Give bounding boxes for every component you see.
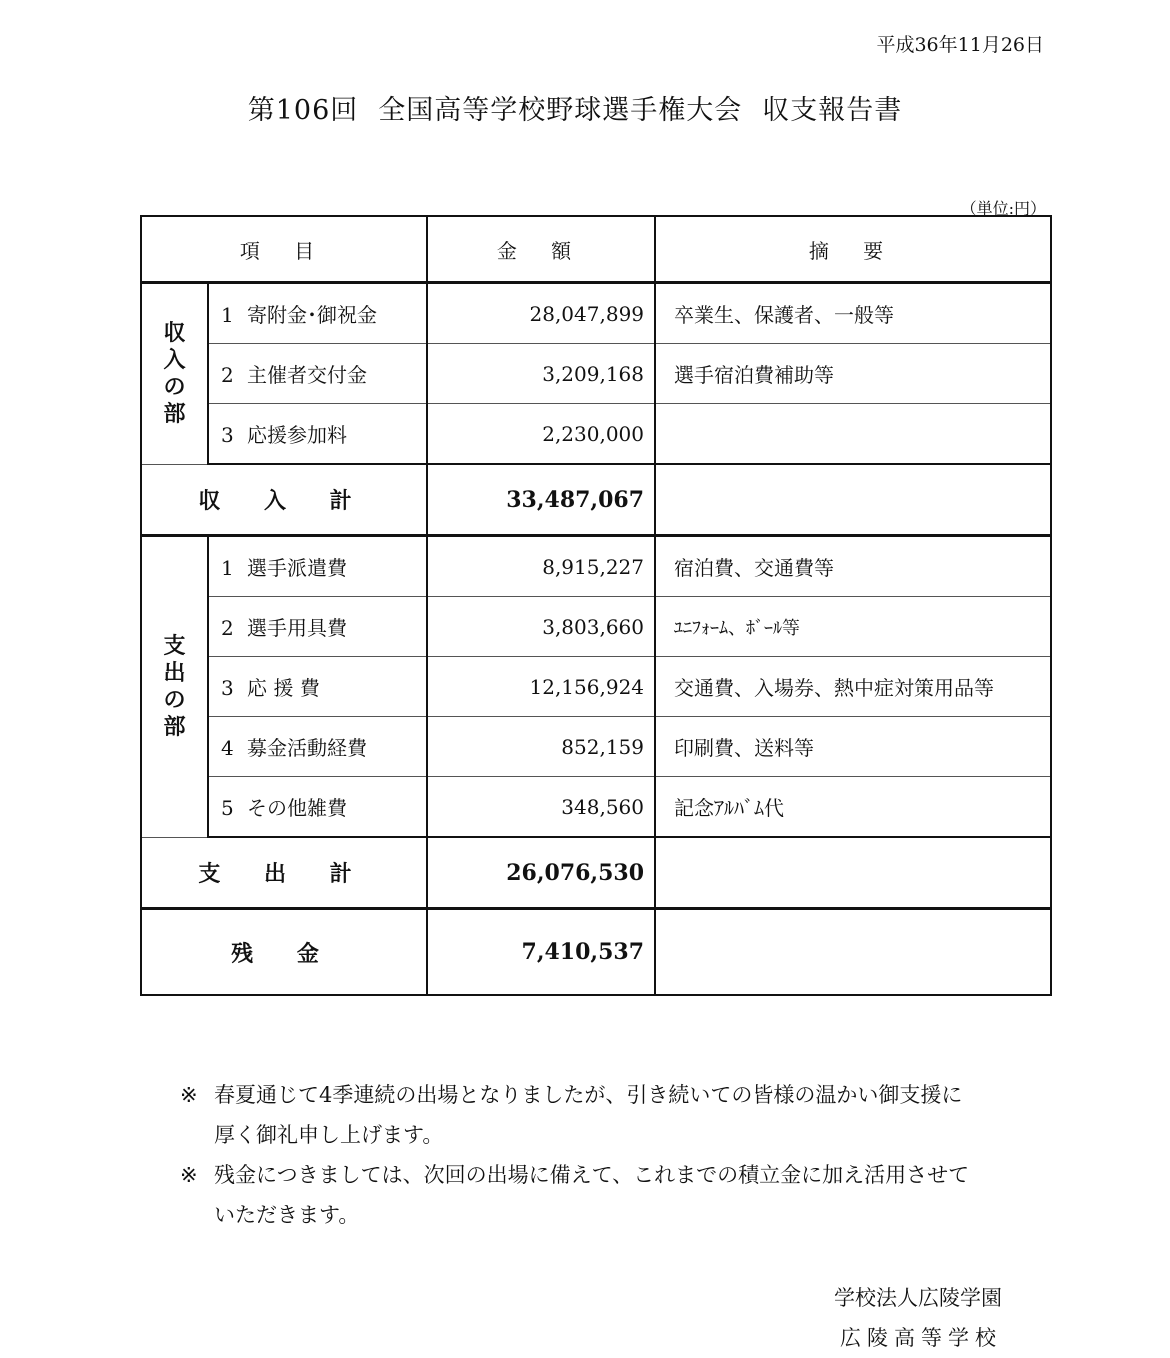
row-note: 選手宿泊費補助等 bbox=[655, 344, 1051, 404]
row-note: 記念ｱﾙﾊﾞﾑ代 bbox=[655, 777, 1051, 838]
table-row bbox=[141, 777, 1051, 838]
note-mark: ※ bbox=[180, 1083, 198, 1107]
note-text: 残金につきましては、次回の出場に備えて、これまでの積立金に加え活用させていただきます。 bbox=[214, 1163, 970, 1227]
signature-org: 学校法人広陵学園 bbox=[834, 1286, 1002, 1310]
table-row bbox=[141, 536, 1051, 597]
row-item: 3 応 援 費 bbox=[208, 657, 427, 717]
row-item: 4 募金活動経費 bbox=[208, 717, 427, 777]
financial-table bbox=[140, 215, 1052, 996]
header-amount: 金 額 bbox=[427, 216, 655, 283]
row-amount: 8,915,227 bbox=[427, 536, 655, 597]
row-item: 1 寄附金･御祝金 bbox=[208, 283, 427, 344]
header-note: 摘 要 bbox=[655, 216, 1051, 283]
row-note: 交通費、入場券、熱中症対策用品等 bbox=[655, 657, 1051, 717]
income-total-label: 収 入 計 bbox=[141, 464, 427, 536]
row-amount: 348,560 bbox=[427, 777, 655, 838]
row-amount: 3,209,168 bbox=[427, 344, 655, 404]
signature-block bbox=[834, 1278, 1002, 1358]
report-title bbox=[0, 88, 1150, 127]
note-mark: ※ bbox=[180, 1163, 198, 1187]
header-item: 項 目 bbox=[141, 216, 427, 283]
row-item: 2 主催者交付金 bbox=[208, 344, 427, 404]
income-section-label: 収入の部 bbox=[141, 283, 208, 465]
income-total-row bbox=[141, 464, 1051, 536]
footnote bbox=[180, 1155, 974, 1235]
table-header-row bbox=[141, 216, 1051, 283]
row-amount: 12,156,924 bbox=[427, 657, 655, 717]
row-item: 2 選手用具費 bbox=[208, 597, 427, 657]
unit-label: （単位:円） bbox=[960, 199, 1046, 218]
balance-row bbox=[141, 909, 1051, 996]
table-row bbox=[141, 657, 1051, 717]
row-note: 印刷費、送料等 bbox=[655, 717, 1051, 777]
title-tournament: 全国高等学校野球選手権大会 bbox=[378, 95, 743, 126]
row-item: 3 応援参加料 bbox=[208, 404, 427, 465]
row-amount: 2,230,000 bbox=[427, 404, 655, 465]
balance-amount: 7,410,537 bbox=[427, 909, 655, 996]
row-amount: 28,047,899 bbox=[427, 283, 655, 344]
income-total-amount: 33,487,067 bbox=[427, 464, 655, 536]
balance-label: 残 金 bbox=[141, 909, 427, 996]
row-amount: 3,803,660 bbox=[427, 597, 655, 657]
row-amount: 852,159 bbox=[427, 717, 655, 777]
table-row bbox=[141, 404, 1051, 465]
title-edition: 第106回 bbox=[247, 95, 359, 126]
expense-section-label: 支出の部 bbox=[141, 536, 208, 838]
footnote bbox=[180, 1075, 974, 1155]
table-row bbox=[141, 283, 1051, 344]
report-date: 平成36年11月26日 bbox=[876, 34, 1044, 56]
title-doc: 収支報告書 bbox=[762, 95, 903, 126]
balance-note bbox=[655, 909, 1051, 996]
table-row bbox=[141, 344, 1051, 404]
row-note: 宿泊費、交通費等 bbox=[655, 536, 1051, 597]
row-item: 1 選手派遣費 bbox=[208, 536, 427, 597]
expense-total-row bbox=[141, 837, 1051, 909]
row-item: 5 その他雑費 bbox=[208, 777, 427, 838]
row-note: ﾕﾆﾌｫｰﾑ、ﾎﾞｰﾙ等 bbox=[655, 597, 1051, 657]
table-row bbox=[141, 597, 1051, 657]
expense-total-label: 支 出 計 bbox=[141, 837, 427, 909]
signature-school: 広陵高等学校 bbox=[840, 1326, 1002, 1350]
table-row bbox=[141, 717, 1051, 777]
income-total-note bbox=[655, 464, 1051, 536]
expense-total-amount: 26,076,530 bbox=[427, 837, 655, 909]
footnotes bbox=[180, 1075, 974, 1235]
row-note: 卒業生、保護者、一般等 bbox=[655, 283, 1051, 344]
expense-total-note bbox=[655, 837, 1051, 909]
note-text: 春夏通じて4季連続の出場となりましたが、引き続いての皆様の温かい御支援に厚く御礼申し上げます。 bbox=[214, 1083, 963, 1147]
row-note bbox=[655, 404, 1051, 465]
